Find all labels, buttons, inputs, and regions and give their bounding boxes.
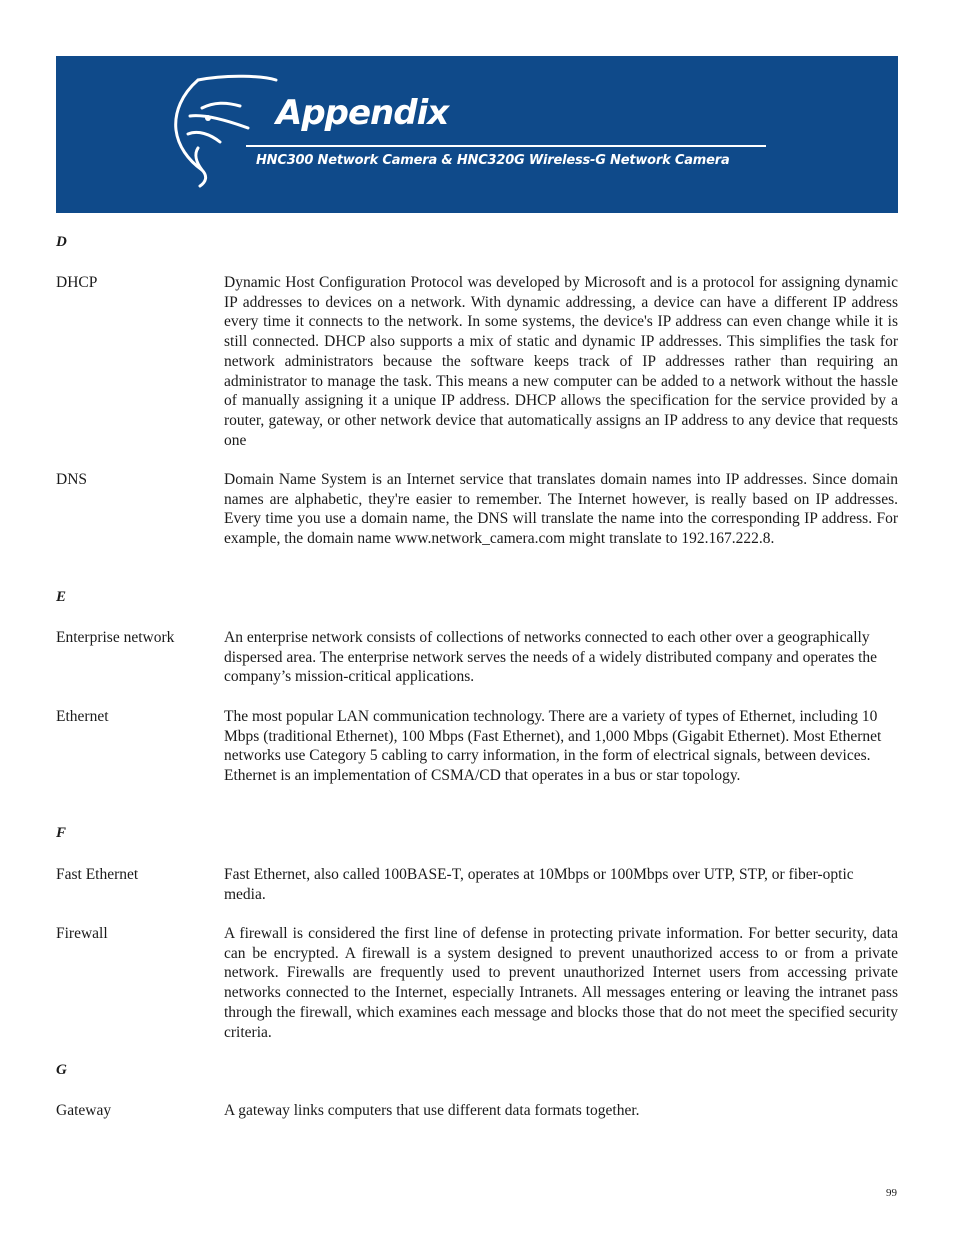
section-letter-e: E — [56, 589, 67, 605]
term-firewall: Firewall — [56, 925, 108, 942]
term-dhcp: DHCP — [56, 274, 98, 291]
section-letter-f: F — [56, 825, 67, 841]
definition-dns: Domain Name System is an Internet service that translates domain names into IP addresses. Since domain names are alphabetic, they're easier to remember. The Internet however, is really based on IP addresses. Every time you use a domain name, the DNS will translate the name into the corresponding IP address. For example, the domain name www.network_camera.com might translate to 192.167.222.8. — [224, 471, 898, 548]
banner-title: Appendix — [276, 93, 449, 133]
definition-firewall: A firewall is considered the first line of defense in protecting private information. For better security, data can be encrypted. A firewall is a system designed to prevent unauthorized access to or from a private network. Firewalls are frequently used to prevent unauthorized Internet users from accessing private networks connected to the Internet, especially Intranets. All messages entering or leaving the intranet pass through the firewall, which examines each message and blocks those that do not meet the specified security criteria. — [224, 925, 898, 1041]
section-letter-g: G — [56, 1062, 67, 1078]
section-letter-d: D — [56, 234, 67, 250]
definition-enterprise-network: An enterprise network consists of collections of networks connected to each other over a geographically dispersed area. The enterprise network serves the needs of a widely distributed company and operates the company’s mission-critical applications. — [224, 629, 878, 686]
eagle-head-logo — [168, 72, 278, 190]
term-fast-ethernet: Fast Ethernet — [56, 866, 139, 883]
definition-ethernet: The most popular LAN communication technology. There are a variety of types of Ethernet, including 10 Mbps (traditional Ethernet), 100 Mbps (Fast Ethernet), and 1,000 Mbps (Gigabit Ethernet). Most Ethernet networks use Category 5 cabling to carry information, in the form of electrical signals, between devices. Ethernet is an implementation of CSMA/CD that operates in a bus or star topology. — [224, 708, 882, 785]
appendix-banner — [56, 56, 898, 213]
term-dns: DNS — [56, 471, 88, 488]
term-gateway: Gateway — [56, 1102, 112, 1119]
banner-subtitle: HNC300 Network Camera & HNC320G Wireless-G Network Camera — [256, 153, 730, 168]
definition-gateway: A gateway links computers that use different data formats together. — [224, 1102, 640, 1119]
banner-divider — [246, 145, 766, 147]
definition-dhcp: Dynamic Host Configuration Protocol was developed by Microsoft and is a protocol for assigning dynamic IP addresses to devices on a network. With dynamic addressing, a device can have a different IP address every time it connects to the network. In some systems, the device's IP address can even change while it is still connected. DHCP also supports a mix of static and dynamic IP addresses. This simplifies the task for network administrators because the software keeps track of IP addresses rather than requiring an administrator to manage the task. This means a new computer can be added to a network without the hassle of manually assigning it a unique IP address. DHCP allows the specification for the service provided by a router, gateway, or other network device that automatically assigns an IP address to any device that requests one — [224, 274, 898, 449]
page-number: 99 — [886, 1187, 897, 1199]
definition-fast-ethernet: Fast Ethernet, also called 100BASE-T, operates at 10Mbps or 100Mbps over UTP, STP, or fiber-optic media. — [224, 866, 854, 903]
term-ethernet: Ethernet — [56, 708, 109, 725]
term-enterprise-network: Enterprise network — [56, 629, 175, 646]
